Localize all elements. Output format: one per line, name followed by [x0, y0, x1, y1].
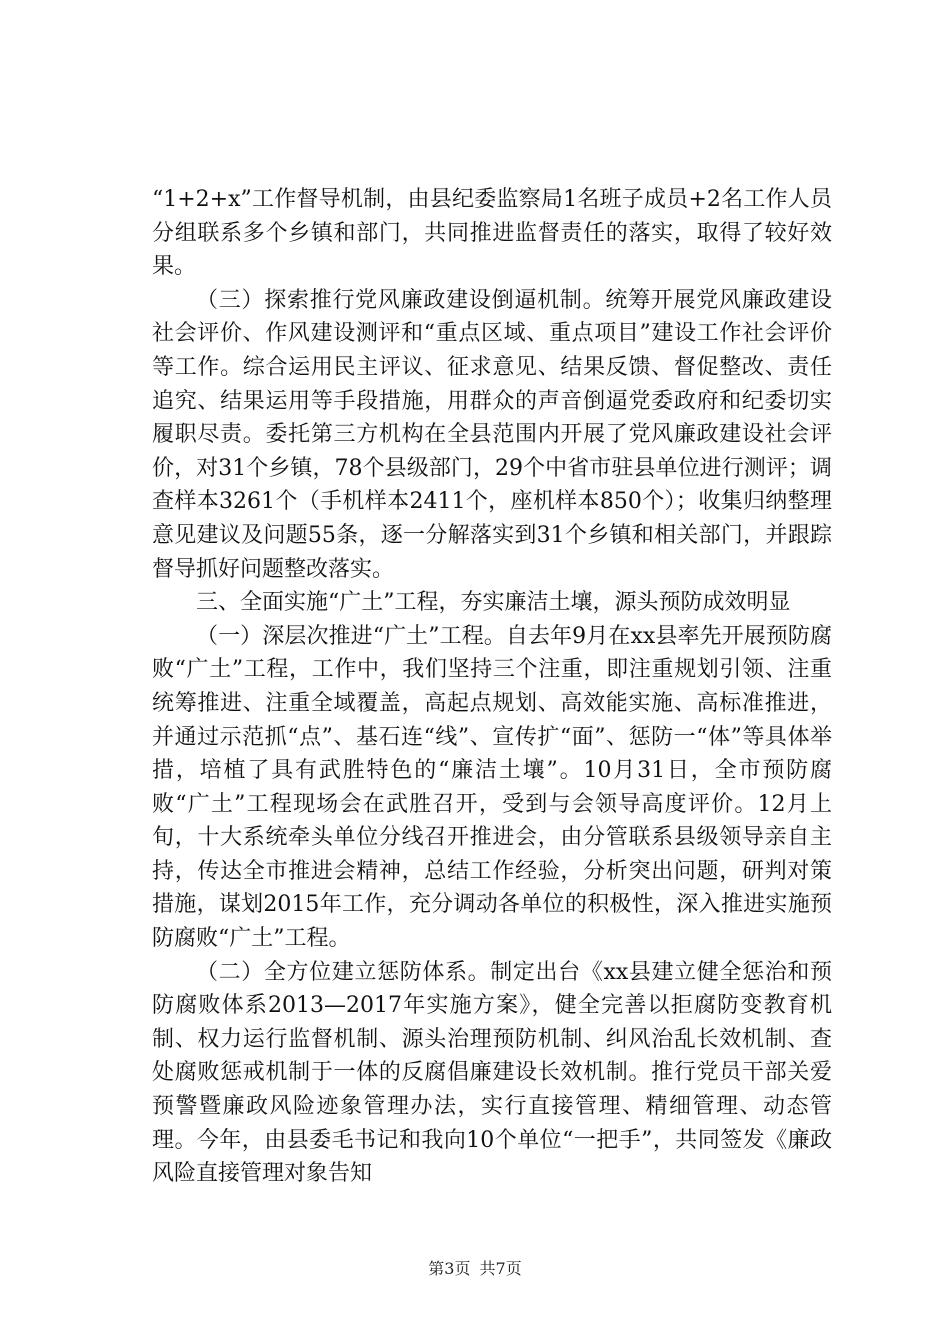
- paragraph-2: （三）探索推行党风廉政建设倒逼机制。统筹开展党风廉政建设社会评价、作风建设测评和“重点区域、重点项目”建设工作社会评价等工作。综合运用民主评议、征求意见、结果反馈、督促整改、责任追究、结果运用等手段措施，用群众的声音倒逼党委政府和纪委切实履职尽责。委托第三方机构在全县范围内开展了党风廉政建设社会评价，对31个乡镇，78个县级部门，29个中省市驻县单位进行测评；调查样本3261个（手机样本2411个，座机样本850个）；收集归纳整理意见建议及问题55条，逐一分解落实到31个乡镇和相关部门，并跟踪督导抓好问题整改落实。: [152, 287, 832, 582]
- document-body: [152, 183, 832, 1191]
- page-footer: [0, 1256, 950, 1279]
- paragraph-5: （二）全方位建立惩防体系。制定出台《xx县建立健全惩治和预防腐败体系2013—2017年实施方案》，健全完善以拒腐防变教育机制、权力运行监督机制、源头治理预防机制、纠风治乱长效机制、查处腐败惩戒机制于一体的反腐倡廉建设长效机制。推行党员干部关爱预警暨廉政风险迹象管理办法，实行直接管理、精细管理、动态管理。今年，由县委毛书记和我向10个单位“一把手”，共同签发《廉政风险直接管理对象告知: [152, 959, 832, 1187]
- section-heading-3: 三、全面实施“广土”工程，夯实廉洁土壤，源头预防成效明显: [196, 590, 791, 616]
- page-number-total: 共7页: [479, 1259, 522, 1278]
- paragraph-4: （一）深层次推进“广土”工程。自去年9月在xx县率先开展预防腐败“广土”工程，工作中，我们坚持三个注重，即注重规划引领、注重统筹推进、注重全域覆盖，高起点规划、高效能实施、高标准推进，并通过示范抓“点”、基石连“线”、宣传扩“面”、惩防一“体”等具体举措，培植了具有武胜特色的“廉洁土壤”。10月31日，全市预防腐败“广土”工程现场会在武胜召开，受到与会领导高度评价。12月上旬，十大系统牵头单位分线召开推进会，由分管联系县级领导亲自主持，传达全市推进会精神，总结工作经验，分析突出问题，研判对策措施，谋划2015年工作，充分调动各单位的积极性，深入推进实施预防腐败“广土”工程。: [152, 623, 832, 952]
- page-number-current: 第3页: [428, 1259, 471, 1278]
- paragraph-1: “1+2+x”工作督导机制，由县纪委监察局1名班子成员+2名工作人员分组联系多个乡镇和部门，共同推进监督责任的落实，取得了较好效果。: [152, 187, 832, 280]
